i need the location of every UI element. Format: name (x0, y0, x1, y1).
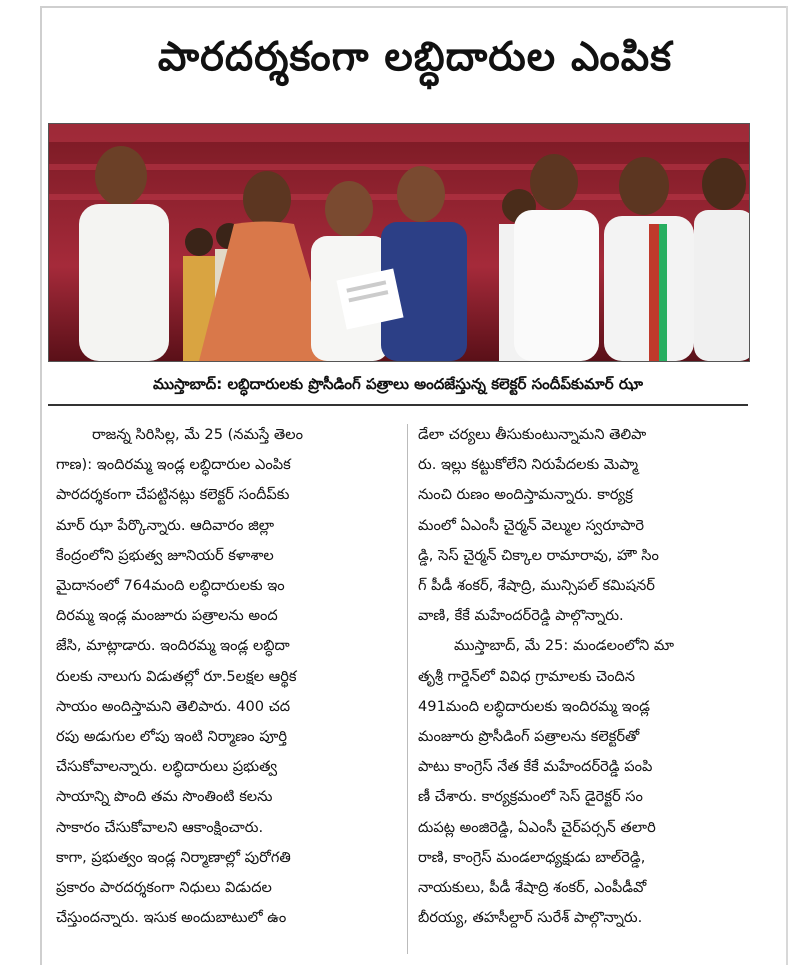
body-line: రులకు నాలుగు విడుతల్లో రూ.5లక్షల ఆర్థిక (56, 667, 297, 685)
body-line: చేసుకోవాలన్నారు. లబ్ధిదారులు ప్రభుత్వ (56, 758, 278, 776)
body-line: రు. ఇల్లు కట్టుకోలేని నిరుపేదలకు మెప్మా (418, 456, 638, 474)
body-line: దిరమ్మ ఇండ్ల మంజూరు పత్రాలను అంద (56, 607, 278, 625)
body-line: కాగా, ప్రభుత్వం ఇండ్ల నిర్మాణాల్లో పురోగతి (56, 848, 291, 866)
body-line: ముస్తాబాద్‌, మే 25: మండలంలోని మా (454, 637, 675, 655)
body-line: డేలా చర్యలు తీసుకుంటున్నామని తెలిపా (418, 426, 647, 443)
article-column-right (418, 420, 756, 933)
news-photo (48, 123, 750, 362)
body-line: మైదానంలో 764మంది లబ్ధిదారులకు ఇం (56, 577, 285, 595)
body-line: తృశ్రీ గార్డెన్‌లో వివిధ గ్రామాలకు చెందిన (418, 667, 636, 685)
page-top-rule (40, 6, 788, 8)
body-line: పారదర్శకంగా చేపట్టినట్లు కలెక్టర్‌ సందీప్‌కు (56, 486, 290, 504)
body-line: జేసి, మాట్లాడారు. ఇందిరమ్మ ఇండ్ల లబ్ధిదా (56, 637, 290, 655)
body-line: రాజన్న సిరిసిల్ల, మే 25 (నమస్తే తెలం (92, 426, 303, 443)
body-line: డ్డి, సెస్‌ చైర్మన్‌ చిక్కాల రామారావు, హౌ సిం (418, 546, 659, 564)
article-headline: పారదర్శకంగా లబ్ధిదారుల ఎంపిక (157, 34, 673, 80)
body-line: గ్‌ పీడీ శంకర్‌, శేషాద్రి, మున్సిపల్‌ కమిషనర్‌ (418, 577, 655, 595)
photo-caption: ముస్తాబాద్‌: లబ్ధిదారులకు ప్రొసీడింగ్‌ పత్రాలు అందజేస్తున్న కలెక్టర్‌ సందీప్‌కుమార్‌ ఝా (48, 368, 748, 406)
page-right-rule (786, 6, 788, 965)
body-line: గాణ): ఇందిరమ్మ ఇండ్ల లబ్ధిదారుల ఎంపిక (56, 456, 291, 474)
body-line: నుంచి రుణం అందిస్తామన్నారు. కార్యక్ర (418, 486, 633, 504)
body-line: 491మంది లబ్ధిదారులకు ఇందిరమ్మ ఇండ్ల (418, 697, 650, 715)
body-line: ణీ చేశారు. కార్యక్రమంలో సెస్‌ డైరెక్టర్‌ సం (418, 788, 643, 806)
body-line: మార్‌ ఝా పేర్కొన్నారు. ఆదివారం జిల్లా (56, 516, 275, 534)
page-left-rule (40, 6, 42, 965)
body-line: మంలో ఏఎంసీ చైర్మన్‌ వెల్ముల స్వరూపారె (418, 516, 645, 534)
body-line: దుపట్ల అంజిరెడ్డి, ఏఎంసీ చైర్‌పర్సన్‌ తలారి (418, 818, 656, 836)
body-line: బీరయ్య, తహసీల్దార్‌ సురేశ్‌ పాల్గొన్నారు. (418, 909, 643, 927)
body-line: రపు అడుగుల లోపు ఇంటి నిర్మాణం పూర్తి (56, 728, 287, 746)
body-line: చేస్తుందన్నారు. ఇసుక అందుబాటులో ఉం (56, 909, 287, 927)
body-line: నాయకులు, పీడీ శేషాద్రి శంకర్‌, ఎంపీడీవో (418, 879, 647, 897)
article-column-left (56, 420, 394, 933)
body-line: సాయాన్ని పొంది తమ సొంతింటి కలను (56, 788, 273, 806)
column-divider (407, 424, 408, 954)
body-line: కేంద్రంలోని ప్రభుత్వ జూనియర్‌ కళాశాల (56, 546, 274, 564)
body-line: మంజూరు ప్రొసీడింగ్‌ పత్రాలను కలెక్టర్‌తో (418, 728, 640, 746)
body-line: సాయం అందిస్తామని తెలిపారు. 400 చద (56, 697, 291, 715)
photo-illustration (49, 124, 749, 361)
body-line: పాటు కాంగ్రెస్‌ నేత కేకే మహేందర్‌రెడ్డి పంపి (418, 758, 653, 776)
body-line: రాణి, కాంగ్రెస్‌ మండలాధ్యక్షుడు బాల్‌రెడ్డి, (418, 848, 646, 866)
body-line: సాకారం చేసుకోవాలని ఆకాంక్షించారు. (56, 818, 264, 836)
body-line: వాణి, కేకే మహేందర్‌రెడ్డి పాల్గొన్నారు. (418, 607, 624, 625)
body-line: ప్రకారం పారదర్శకంగా నిధులు విడుదల (56, 879, 272, 897)
